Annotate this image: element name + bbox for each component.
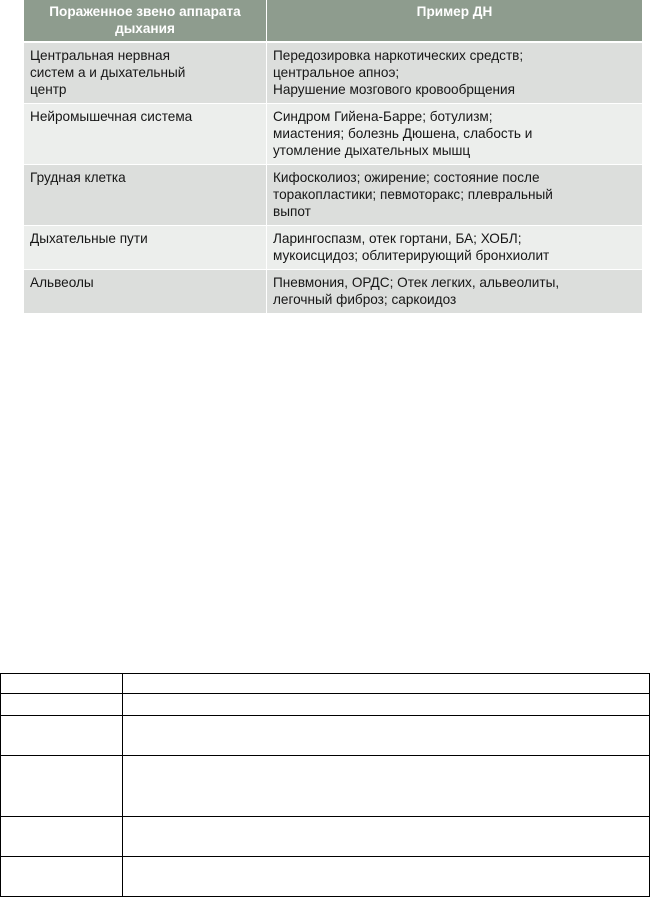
zone-cell: [24, 43, 267, 104]
cell-text: Нарушение мозгового кровообрщения: [273, 82, 515, 97]
table-header-row: [24, 0, 642, 43]
grid-cell: [123, 716, 650, 756]
cell-text: Кифосколиоз; ожирение; состояние после: [273, 170, 540, 185]
header-affected-zone: Пораженное звено аппарата дыхания: [24, 0, 267, 43]
examples-cell: [267, 165, 642, 226]
grid-cell: [123, 694, 650, 716]
cell-text: Нейромышечная система: [30, 109, 193, 124]
cell-text: Дыхательные пути: [30, 231, 148, 246]
zone-cell: [24, 226, 267, 270]
table-row: [24, 43, 642, 104]
examples-cell: [267, 43, 642, 104]
grid-row: [1, 716, 650, 756]
grid-cell: [1, 694, 123, 716]
grid-cell: [1, 756, 123, 817]
cell-text: систем а и дыхательный: [30, 65, 186, 80]
cell-text: Центральная нервная: [30, 48, 170, 63]
grid-cell: [1, 674, 123, 694]
grid-cell: [123, 674, 650, 694]
examples-cell: [267, 104, 642, 165]
grid-row: [1, 817, 650, 857]
table-row: [24, 104, 642, 165]
respiratory-failure-table: [24, 0, 642, 314]
examples-cell: [267, 270, 642, 314]
zone-cell: [24, 270, 267, 314]
table-row: [24, 270, 642, 314]
empty-grid-table: [0, 673, 650, 897]
table-row: [24, 165, 642, 226]
cell-text: Альвеолы: [30, 275, 94, 290]
table-row: [24, 226, 642, 270]
examples-cell: [267, 226, 642, 270]
cell-text: Синдром Гийена-Барре; ботулизм;: [273, 109, 493, 124]
cell-text: центр: [30, 82, 67, 97]
grid-cell: [123, 817, 650, 857]
grid-row: [1, 694, 650, 716]
cell-text: легочный фиброз; саркоидоз: [273, 292, 457, 307]
cell-text: Ларингоспазм, отек гортани, БА; ХОБЛ;: [273, 231, 522, 246]
cell-text: утомление дыхательных мышц: [273, 143, 471, 158]
cell-text: мукоисцидоз; облитерирующий бронхиолит: [273, 248, 550, 263]
cell-text: центральное апноэ;: [273, 65, 400, 80]
header-examples: Пример ДН: [267, 0, 642, 43]
cell-text: Передозировка наркотических средств;: [273, 48, 524, 63]
zone-cell: [24, 165, 267, 226]
grid-cell: [123, 857, 650, 897]
grid-cell: [1, 716, 123, 756]
cell-text: Пневмония, ОРДС; Отек легких, альвеолиты,: [273, 275, 560, 290]
zone-cell: [24, 104, 267, 165]
grid-cell: [123, 756, 650, 817]
cell-text: миастения; болезнь Дюшена, слабость и: [273, 126, 533, 141]
grid-cell: [1, 817, 123, 857]
cell-text: торакопластики; певмоторакс; плевральный: [273, 187, 553, 202]
cell-text: выпот: [273, 204, 311, 219]
grid-row: [1, 674, 650, 694]
grid-row: [1, 756, 650, 817]
grid-cell: [1, 857, 123, 897]
cell-text: Грудная клетка: [30, 170, 126, 185]
grid-row: [1, 857, 650, 897]
